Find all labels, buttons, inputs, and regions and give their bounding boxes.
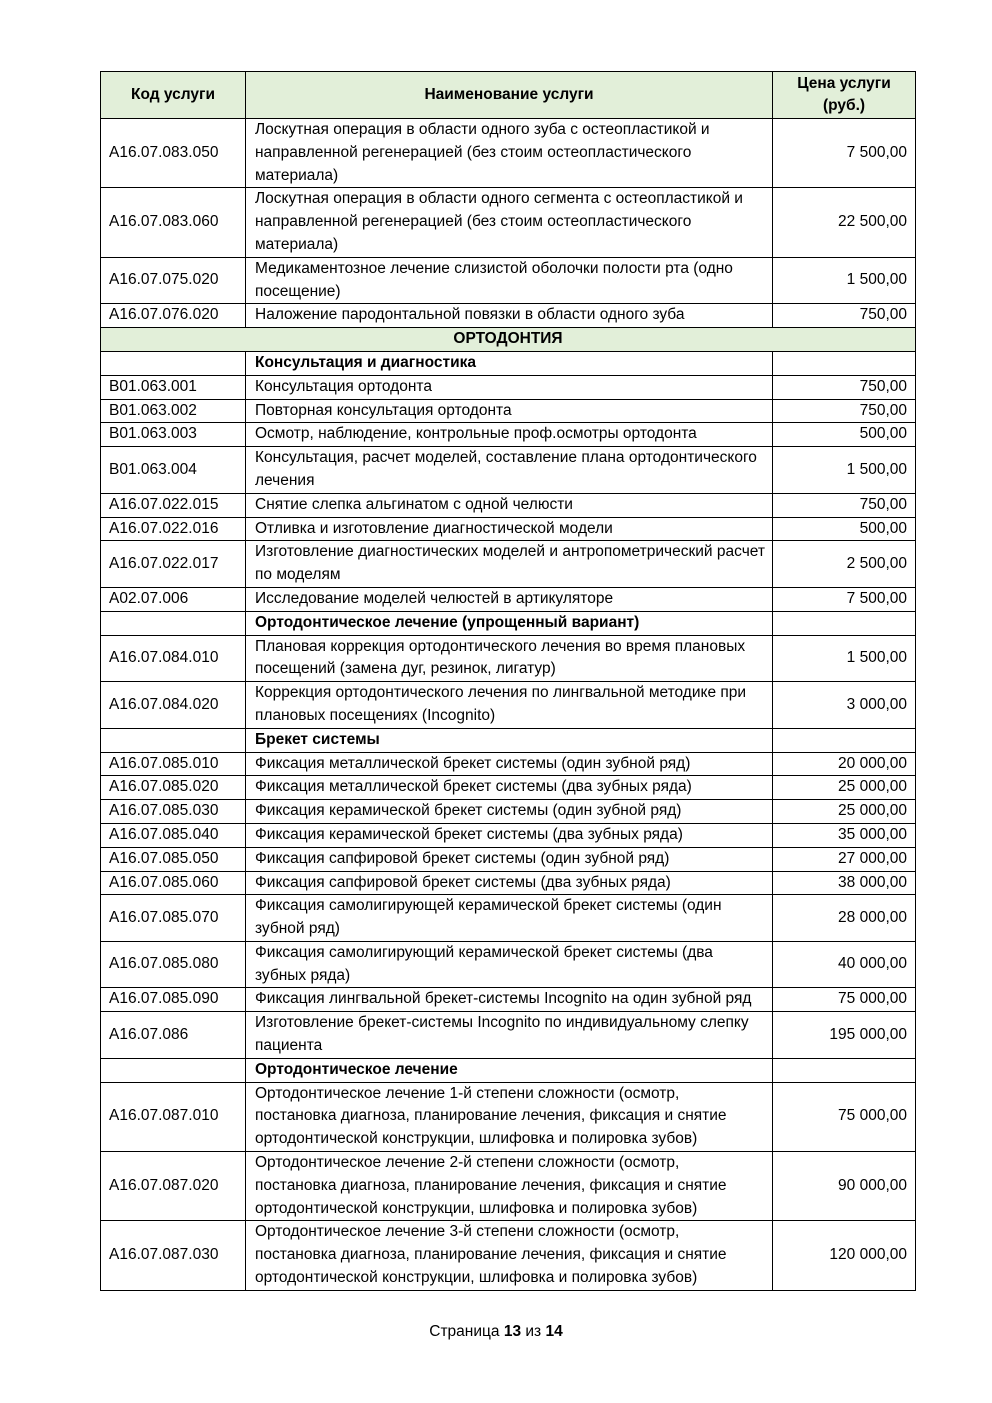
service-price: 2 500,00 [773, 541, 916, 588]
service-price: 750,00 [773, 493, 916, 517]
service-name: Фиксация металлической брекет системы (один зубной ряд) [246, 752, 773, 776]
table-row [101, 399, 916, 423]
subsection-price-cell [773, 351, 916, 375]
service-price: 1 500,00 [773, 635, 916, 682]
table-row [101, 776, 916, 800]
service-code: А16.07.085.050 [101, 847, 246, 871]
service-name: Фиксация самолигирующей керамической брекет системы (один зубной ряд) [246, 895, 773, 942]
service-price: 7 500,00 [773, 119, 916, 188]
table-row [101, 587, 916, 611]
service-name: Ортодонтическое лечение 1-й степени сложности (осмотр, постановка диагноза, планирование лечения, фиксация и снятие ортодонтической конструкции, шлифовка и полировка зубов) [246, 1082, 773, 1151]
table-row [101, 800, 916, 824]
service-price: 25 000,00 [773, 776, 916, 800]
service-price: 90 000,00 [773, 1152, 916, 1221]
table-row [101, 1152, 916, 1221]
service-name: Изготовление диагностических моделей и антропометрический расчет по моделям [246, 541, 773, 588]
service-code: В01.063.002 [101, 399, 246, 423]
table-row [101, 304, 916, 328]
service-name: Фиксация керамической брекет системы (два зубных ряда) [246, 823, 773, 847]
table-row [101, 941, 916, 988]
page-footer [0, 1323, 992, 1341]
service-price: 120 000,00 [773, 1221, 916, 1290]
service-price: 750,00 [773, 304, 916, 328]
service-code: А16.07.022.016 [101, 517, 246, 541]
service-code: А16.07.087.030 [101, 1221, 246, 1290]
table-row [101, 119, 916, 188]
subsection-title: Консультация и диагностика [246, 351, 773, 375]
service-code: А16.07.085.010 [101, 752, 246, 776]
table-row [101, 188, 916, 257]
service-price: 1 500,00 [773, 257, 916, 304]
header-row [101, 72, 916, 119]
table-row [101, 1082, 916, 1151]
service-name: Плановая коррекция ортодонтического лечения во время плановых посещений (замена дуг, резинок, лигатур) [246, 635, 773, 682]
service-price: 22 500,00 [773, 188, 916, 257]
subsection-price-cell [773, 611, 916, 635]
service-code: А16.07.085.030 [101, 800, 246, 824]
subsection-row [101, 1058, 916, 1082]
service-code: В01.063.003 [101, 423, 246, 447]
service-price: 3 000,00 [773, 682, 916, 729]
service-name: Лоскутная операция в области одного зуба с остеопластикой и направленной регенерацией (без стоим остеопластического материала) [246, 119, 773, 188]
table-row [101, 423, 916, 447]
page-label: Страница [429, 1323, 500, 1340]
table-row [101, 447, 916, 494]
service-name: Повторная консультация ортодонта [246, 399, 773, 423]
table-row [101, 375, 916, 399]
service-code: А16.07.085.060 [101, 871, 246, 895]
subsection-row [101, 728, 916, 752]
service-code: А16.07.084.010 [101, 635, 246, 682]
service-name: Фиксация самолигирующий керамической брекет системы (два зубных ряда) [246, 941, 773, 988]
table-row [101, 895, 916, 942]
table-row [101, 541, 916, 588]
page-total: 14 [545, 1323, 563, 1340]
subsection-title: Ортодонтическое лечение [246, 1058, 773, 1082]
service-price: 7 500,00 [773, 587, 916, 611]
subsection-title: Брекет системы [246, 728, 773, 752]
service-code: А16.07.087.020 [101, 1152, 246, 1221]
subsection-code-cell [101, 611, 246, 635]
service-name: Фиксация лингвальной брекет-системы Incognito на один зубной ряд [246, 988, 773, 1012]
service-price: 75 000,00 [773, 988, 916, 1012]
section-title: ОРТОДОНТИЯ [101, 328, 916, 352]
table-row [101, 752, 916, 776]
service-name: Изготовление брекет-системы Incognito по индивидуальному слепку пациента [246, 1012, 773, 1059]
table-row [101, 988, 916, 1012]
table-row [101, 847, 916, 871]
service-name: Ортодонтическое лечение 2-й степени сложности (осмотр, постановка диагноза, планирование лечения, фиксация и снятие ортодонтической конструкции, шлифовка и полировка зубов) [246, 1152, 773, 1221]
subsection-code-cell [101, 728, 246, 752]
service-code: А16.07.085.090 [101, 988, 246, 1012]
service-name: Лоскутная операция в области одного сегмента с остеопластикой и направленной регенерацией (без стоим остеопластического материала) [246, 188, 773, 257]
header-code: Код услуги [101, 72, 246, 119]
service-name: Коррекция ортодонтического лечения по лингвальной методике при плановых посещениях (Incognito) [246, 682, 773, 729]
service-code: А16.07.022.017 [101, 541, 246, 588]
service-code: А16.07.085.070 [101, 895, 246, 942]
table-header [101, 72, 916, 119]
service-price: 20 000,00 [773, 752, 916, 776]
service-name: Осмотр, наблюдение, контрольные проф.осмотры ортодонта [246, 423, 773, 447]
page-current: 13 [503, 1323, 522, 1340]
service-price: 40 000,00 [773, 941, 916, 988]
service-price: 1 500,00 [773, 447, 916, 494]
service-code: А16.07.076.020 [101, 304, 246, 328]
subsection-row [101, 611, 916, 635]
table-row [101, 517, 916, 541]
table-row [101, 1012, 916, 1059]
service-price: 195 000,00 [773, 1012, 916, 1059]
service-code: А16.07.083.050 [101, 119, 246, 188]
service-code: А16.07.083.060 [101, 188, 246, 257]
service-code: А16.07.084.020 [101, 682, 246, 729]
service-price: 25 000,00 [773, 800, 916, 824]
service-name: Фиксация сапфировой брекет системы (один зубной ряд) [246, 847, 773, 871]
service-price: 500,00 [773, 423, 916, 447]
service-price: 38 000,00 [773, 871, 916, 895]
service-name: Исследование моделей челюстей в артикуляторе [246, 587, 773, 611]
service-name: Фиксация сапфировой брекет системы (два зубных ряда) [246, 871, 773, 895]
subsection-code-cell [101, 1058, 246, 1082]
service-price: 35 000,00 [773, 823, 916, 847]
header-name: Наименование услуги [246, 72, 773, 119]
service-code: В01.063.004 [101, 447, 246, 494]
service-code: А16.07.087.010 [101, 1082, 246, 1151]
service-name: Консультация ортодонта [246, 375, 773, 399]
service-name: Наложение пародонтальной повязки в области одного зуба [246, 304, 773, 328]
page-separator: из [525, 1323, 542, 1340]
service-name: Ортодонтическое лечение 3-й степени сложности (осмотр, постановка диагноза, планирование лечения, фиксация и снятие ортодонтической конструкции, шлифовка и полировка зубов) [246, 1221, 773, 1290]
header-price: Цена услуги (руб.) [773, 72, 916, 119]
service-code: А16.07.085.080 [101, 941, 246, 988]
service-price: 28 000,00 [773, 895, 916, 942]
table-row [101, 682, 916, 729]
table-row [101, 257, 916, 304]
subsection-price-cell [773, 1058, 916, 1082]
subsection-title: Ортодонтическое лечение (упрощенный вариант) [246, 611, 773, 635]
service-name: Фиксация керамической брекет системы (один зубной ряд) [246, 800, 773, 824]
table-body [101, 119, 916, 1291]
price-table [100, 71, 916, 1291]
service-price: 750,00 [773, 399, 916, 423]
service-price: 500,00 [773, 517, 916, 541]
service-name: Снятие слепка альгинатом с одной челюсти [246, 493, 773, 517]
service-name: Фиксация металлической брекет системы (два зубных ряда) [246, 776, 773, 800]
table-row [101, 823, 916, 847]
subsection-price-cell [773, 728, 916, 752]
table-row [101, 493, 916, 517]
service-code: А16.07.085.040 [101, 823, 246, 847]
service-code: А16.07.075.020 [101, 257, 246, 304]
service-code: А02.07.006 [101, 587, 246, 611]
subsection-row [101, 351, 916, 375]
service-price: 75 000,00 [773, 1082, 916, 1151]
service-code: В01.063.001 [101, 375, 246, 399]
service-name: Медикаментозное лечение слизистой оболочки полости рта (одно посещение) [246, 257, 773, 304]
subsection-code-cell [101, 351, 246, 375]
service-price: 750,00 [773, 375, 916, 399]
section-row [101, 328, 916, 352]
table-row [101, 1221, 916, 1290]
service-code: А16.07.085.020 [101, 776, 246, 800]
service-price: 27 000,00 [773, 847, 916, 871]
service-code: А16.07.022.015 [101, 493, 246, 517]
service-name: Консультация, расчет моделей, составление плана ортодонтического лечения [246, 447, 773, 494]
service-code: А16.07.086 [101, 1012, 246, 1059]
table-row [101, 635, 916, 682]
service-name: Отливка и изготовление диагностической модели [246, 517, 773, 541]
table-row [101, 871, 916, 895]
